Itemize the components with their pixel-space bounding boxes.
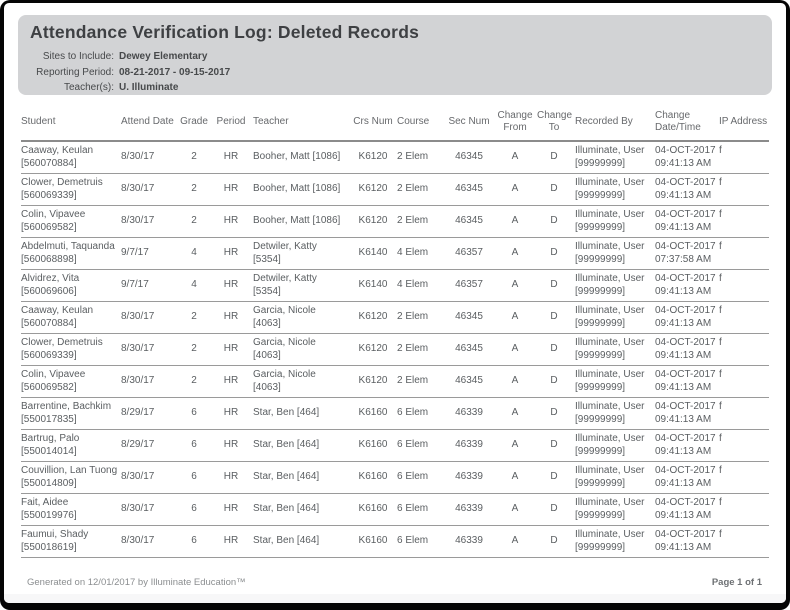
cell-sec_num: 46345 (445, 174, 497, 206)
cell-grade: 6 (179, 494, 213, 526)
table-row (21, 174, 769, 206)
cell-period: HR (213, 270, 253, 302)
cell-change_datetime: 04-OCT-2017 09:41:13 AM (655, 302, 719, 334)
cell-change_datetime: 04-OCT-2017 09:41:13 AM (655, 462, 719, 494)
meta-value: 08-21-2017 - 09-15-2017 (119, 66, 231, 78)
table-row (21, 494, 769, 526)
cell-change_datetime: 04-OCT-2017 09:41:13 AM (655, 334, 719, 366)
table-row (21, 238, 769, 270)
meta-label: Sites to Include: (42, 51, 114, 62)
cell-sec_num: 46357 (445, 270, 497, 302)
cell-teacher: Star, Ben [464] (253, 398, 353, 430)
report-footer (27, 577, 762, 588)
cell-teacher: Booher, Matt [1086] (253, 174, 353, 206)
cell-crs_num: K6140 (353, 270, 397, 302)
cell-recorded_by: Illuminate, User [99999999] (575, 141, 655, 174)
cell-change_from: A (497, 141, 537, 174)
cell-student: Bartrug, Palo [550014014] (21, 430, 121, 462)
table-row (21, 302, 769, 334)
cell-change_to: D (537, 238, 575, 270)
cell-change_to: D (537, 174, 575, 206)
cell-period: HR (213, 462, 253, 494)
cell-sec_num: 46345 (445, 141, 497, 174)
cell-change_datetime: 04-OCT-2017 09:41:13 AM (655, 526, 719, 558)
column-header-teacher: Teacher (253, 106, 353, 141)
cell-teacher: Star, Ben [464] (253, 462, 353, 494)
cell-sec_num: 46345 (445, 366, 497, 398)
table-row (21, 430, 769, 462)
cell-change_datetime: 04-OCT-2017 07:37:58 AM (655, 238, 719, 270)
cell-sec_num: 46345 (445, 302, 497, 334)
cell-teacher: Detwiler, Katty [5354] (253, 238, 353, 270)
cell-course: 2 Elem (397, 206, 445, 238)
cell-attend_date: 8/30/17 (121, 334, 179, 366)
cell-period: HR (213, 526, 253, 558)
cell-change_from: A (497, 494, 537, 526)
cell-sec_num: 46339 (445, 526, 497, 558)
cell-teacher: Garcia, Nicole [4063] (253, 366, 353, 398)
cell-teacher: Booher, Matt [1086] (253, 141, 353, 174)
cell-change_from: A (497, 174, 537, 206)
column-header-student: Student (21, 106, 121, 141)
cell-grade: 6 (179, 526, 213, 558)
cell-recorded_by: Illuminate, User [99999999] (575, 238, 655, 270)
cell-grade: 2 (179, 206, 213, 238)
cell-grade: 4 (179, 238, 213, 270)
cell-attend_date: 8/30/17 (121, 494, 179, 526)
cell-recorded_by: Illuminate, User [99999999] (575, 526, 655, 558)
cell-grade: 6 (179, 462, 213, 494)
cell-course: 2 Elem (397, 302, 445, 334)
cell-change_from: A (497, 302, 537, 334)
cell-attend_date: 8/29/17 (121, 430, 179, 462)
cell-course: 2 Elem (397, 366, 445, 398)
cell-grade: 4 (179, 270, 213, 302)
meta-row-teachers (30, 80, 760, 96)
cell-ip_address: f (719, 430, 769, 462)
cell-course: 6 Elem (397, 430, 445, 462)
cell-crs_num: K6120 (353, 366, 397, 398)
cell-recorded_by: Illuminate, User [99999999] (575, 366, 655, 398)
cell-attend_date: 9/7/17 (121, 238, 179, 270)
cell-sec_num: 46339 (445, 398, 497, 430)
report-page (4, 3, 786, 603)
cell-crs_num: K6120 (353, 302, 397, 334)
column-header-attend_date: Attend Date (121, 106, 179, 141)
cell-grade: 6 (179, 430, 213, 462)
table-row (21, 526, 769, 558)
cell-recorded_by: Illuminate, User [99999999] (575, 206, 655, 238)
cell-attend_date: 8/29/17 (121, 398, 179, 430)
cell-recorded_by: Illuminate, User [99999999] (575, 302, 655, 334)
cell-ip_address: f (719, 462, 769, 494)
cell-ip_address: f (719, 398, 769, 430)
cell-crs_num: K6120 (353, 141, 397, 174)
cell-crs_num: K6160 (353, 494, 397, 526)
cell-change_to: D (537, 302, 575, 334)
cell-student: Colin, Vipavee [560069582] (21, 366, 121, 398)
cell-period: HR (213, 430, 253, 462)
cell-change_datetime: 04-OCT-2017 09:41:13 AM (655, 494, 719, 526)
column-header-grade: Grade (179, 106, 213, 141)
page-number: Page 1 of 1 (711, 577, 762, 588)
cell-change_to: D (537, 366, 575, 398)
cell-teacher: Booher, Matt [1086] (253, 206, 353, 238)
attendance-table (21, 106, 769, 558)
cell-change_datetime: 04-OCT-2017 09:41:13 AM (655, 398, 719, 430)
cell-ip_address: f (719, 494, 769, 526)
column-header-course: Course (397, 106, 445, 141)
meta-value: U. Illuminate (119, 82, 179, 93)
cell-course: 4 Elem (397, 270, 445, 302)
column-header-period: Period (213, 106, 253, 141)
cell-change_to: D (537, 141, 575, 174)
cell-course: 6 Elem (397, 398, 445, 430)
cell-teacher: Detwiler, Katty [5354] (253, 270, 353, 302)
cell-ip_address: f (719, 366, 769, 398)
cell-course: 6 Elem (397, 462, 445, 494)
cell-course: 2 Elem (397, 334, 445, 366)
cell-change_datetime: 04-OCT-2017 09:41:13 AM (655, 206, 719, 238)
cell-change_datetime: 04-OCT-2017 09:41:13 AM (655, 141, 719, 174)
column-header-change_to: Change To (537, 106, 575, 141)
cell-sec_num: 46345 (445, 206, 497, 238)
cell-recorded_by: Illuminate, User [99999999] (575, 334, 655, 366)
cell-teacher: Star, Ben [464] (253, 526, 353, 558)
cell-grade: 6 (179, 398, 213, 430)
cell-change_to: D (537, 206, 575, 238)
cell-attend_date: 8/30/17 (121, 141, 179, 174)
cell-course: 2 Elem (397, 141, 445, 174)
cell-period: HR (213, 238, 253, 270)
meta-row-sites (30, 49, 760, 65)
cell-attend_date: 9/7/17 (121, 270, 179, 302)
table-row (21, 334, 769, 366)
cell-ip_address: f (719, 238, 769, 270)
meta-row-reporting-period (30, 65, 760, 81)
cell-change_from: A (497, 238, 537, 270)
cell-student: Clower, Demetruis [560069339] (21, 334, 121, 366)
cell-grade: 2 (179, 174, 213, 206)
cell-grade: 2 (179, 366, 213, 398)
cell-student: Caaway, Keulan [560070884] (21, 141, 121, 174)
column-header-sec_num: Sec Num (445, 106, 497, 141)
cell-grade: 2 (179, 302, 213, 334)
cell-crs_num: K6120 (353, 334, 397, 366)
cell-change_from: A (497, 270, 537, 302)
cell-change_from: A (497, 462, 537, 494)
cell-student: Caaway, Keulan [560070884] (21, 302, 121, 334)
cell-attend_date: 8/30/17 (121, 174, 179, 206)
header-band (18, 15, 772, 95)
cell-recorded_by: Illuminate, User [99999999] (575, 270, 655, 302)
cell-student: Abdelmuti, Taquanda [560068898] (21, 238, 121, 270)
cell-period: HR (213, 141, 253, 174)
cell-period: HR (213, 206, 253, 238)
cell-student: Faumui, Shady [550018619] (21, 526, 121, 558)
cell-period: HR (213, 494, 253, 526)
column-header-change_from: Change From (497, 106, 537, 141)
cell-recorded_by: Illuminate, User [99999999] (575, 462, 655, 494)
cell-sec_num: 46339 (445, 462, 497, 494)
cell-ip_address: f (719, 302, 769, 334)
cell-crs_num: K6160 (353, 398, 397, 430)
cell-change_from: A (497, 366, 537, 398)
cell-crs_num: K6140 (353, 238, 397, 270)
generated-text: Generated on 12/01/2017 by Illuminate Education™ (27, 577, 246, 588)
cell-recorded_by: Illuminate, User [99999999] (575, 494, 655, 526)
cell-change_datetime: 04-OCT-2017 09:41:13 AM (655, 430, 719, 462)
cell-change_to: D (537, 526, 575, 558)
cell-crs_num: K6160 (353, 430, 397, 462)
column-header-recorded_by: Recorded By (575, 106, 655, 141)
bottom-strip (4, 594, 786, 603)
page-title: Attendance Verification Log: Deleted Records (30, 22, 420, 42)
cell-teacher: Star, Ben [464] (253, 430, 353, 462)
meta-label: Reporting Period: (36, 66, 114, 78)
cell-course: 4 Elem (397, 238, 445, 270)
cell-change_datetime: 04-OCT-2017 09:41:13 AM (655, 366, 719, 398)
cell-sec_num: 46357 (445, 238, 497, 270)
cell-course: 6 Elem (397, 494, 445, 526)
table-header-row (21, 106, 769, 141)
cell-change_from: A (497, 430, 537, 462)
cell-student: Clower, Demetruis [560069339] (21, 174, 121, 206)
cell-student: Colin, Vipavee [560069582] (21, 206, 121, 238)
column-header-ip_address: IP Address (719, 106, 769, 141)
cell-teacher: Garcia, Nicole [4063] (253, 302, 353, 334)
cell-student: Barrentine, Bachkim [550017835] (21, 398, 121, 430)
cell-period: HR (213, 302, 253, 334)
cell-grade: 2 (179, 334, 213, 366)
table-row (21, 206, 769, 238)
cell-grade: 2 (179, 141, 213, 174)
cell-sec_num: 46339 (445, 430, 497, 462)
cell-period: HR (213, 174, 253, 206)
table-row (21, 366, 769, 398)
cell-teacher: Star, Ben [464] (253, 494, 353, 526)
cell-attend_date: 8/30/17 (121, 206, 179, 238)
cell-course: 2 Elem (397, 174, 445, 206)
cell-recorded_by: Illuminate, User [99999999] (575, 174, 655, 206)
column-header-crs_num: Crs Num (353, 106, 397, 141)
cell-change_to: D (537, 270, 575, 302)
column-header-change_datetime: Change Date/Time (655, 106, 719, 141)
cell-change_datetime: 04-OCT-2017 09:41:13 AM (655, 270, 719, 302)
meta-value: Dewey Elementary (119, 51, 208, 62)
cell-crs_num: K6120 (353, 206, 397, 238)
cell-period: HR (213, 334, 253, 366)
cell-student: Alvidrez, Vita [560069606] (21, 270, 121, 302)
cell-change_to: D (537, 494, 575, 526)
cell-change_from: A (497, 526, 537, 558)
cell-ip_address: f (719, 206, 769, 238)
cell-sec_num: 46345 (445, 334, 497, 366)
cell-change_to: D (537, 398, 575, 430)
cell-ip_address: f (719, 334, 769, 366)
table-row (21, 270, 769, 302)
cell-ip_address: f (719, 141, 769, 174)
cell-teacher: Garcia, Nicole [4063] (253, 334, 353, 366)
cell-change_to: D (537, 334, 575, 366)
table-row (21, 141, 769, 174)
cell-crs_num: K6160 (353, 462, 397, 494)
cell-change_from: A (497, 398, 537, 430)
cell-recorded_by: Illuminate, User [99999999] (575, 430, 655, 462)
table-row (21, 462, 769, 494)
cell-crs_num: K6120 (353, 174, 397, 206)
cell-course: 6 Elem (397, 526, 445, 558)
cell-change_to: D (537, 462, 575, 494)
cell-period: HR (213, 366, 253, 398)
cell-student: Couvillion, Lan Tuong [550014809] (21, 462, 121, 494)
cell-change_to: D (537, 430, 575, 462)
cell-student: Fait, Aidee [550019976] (21, 494, 121, 526)
cell-recorded_by: Illuminate, User [99999999] (575, 398, 655, 430)
cell-attend_date: 8/30/17 (121, 526, 179, 558)
cell-sec_num: 46339 (445, 494, 497, 526)
cell-crs_num: K6160 (353, 526, 397, 558)
cell-ip_address: f (719, 270, 769, 302)
cell-attend_date: 8/30/17 (121, 462, 179, 494)
table-wrap (21, 106, 769, 558)
cell-period: HR (213, 398, 253, 430)
cell-ip_address: f (719, 526, 769, 558)
cell-change_from: A (497, 334, 537, 366)
cell-change_from: A (497, 206, 537, 238)
cell-ip_address: f (719, 174, 769, 206)
cell-attend_date: 8/30/17 (121, 366, 179, 398)
cell-attend_date: 8/30/17 (121, 302, 179, 334)
meta-label: Teacher(s): (63, 82, 114, 93)
cell-change_datetime: 04-OCT-2017 09:41:13 AM (655, 174, 719, 206)
table-row (21, 398, 769, 430)
